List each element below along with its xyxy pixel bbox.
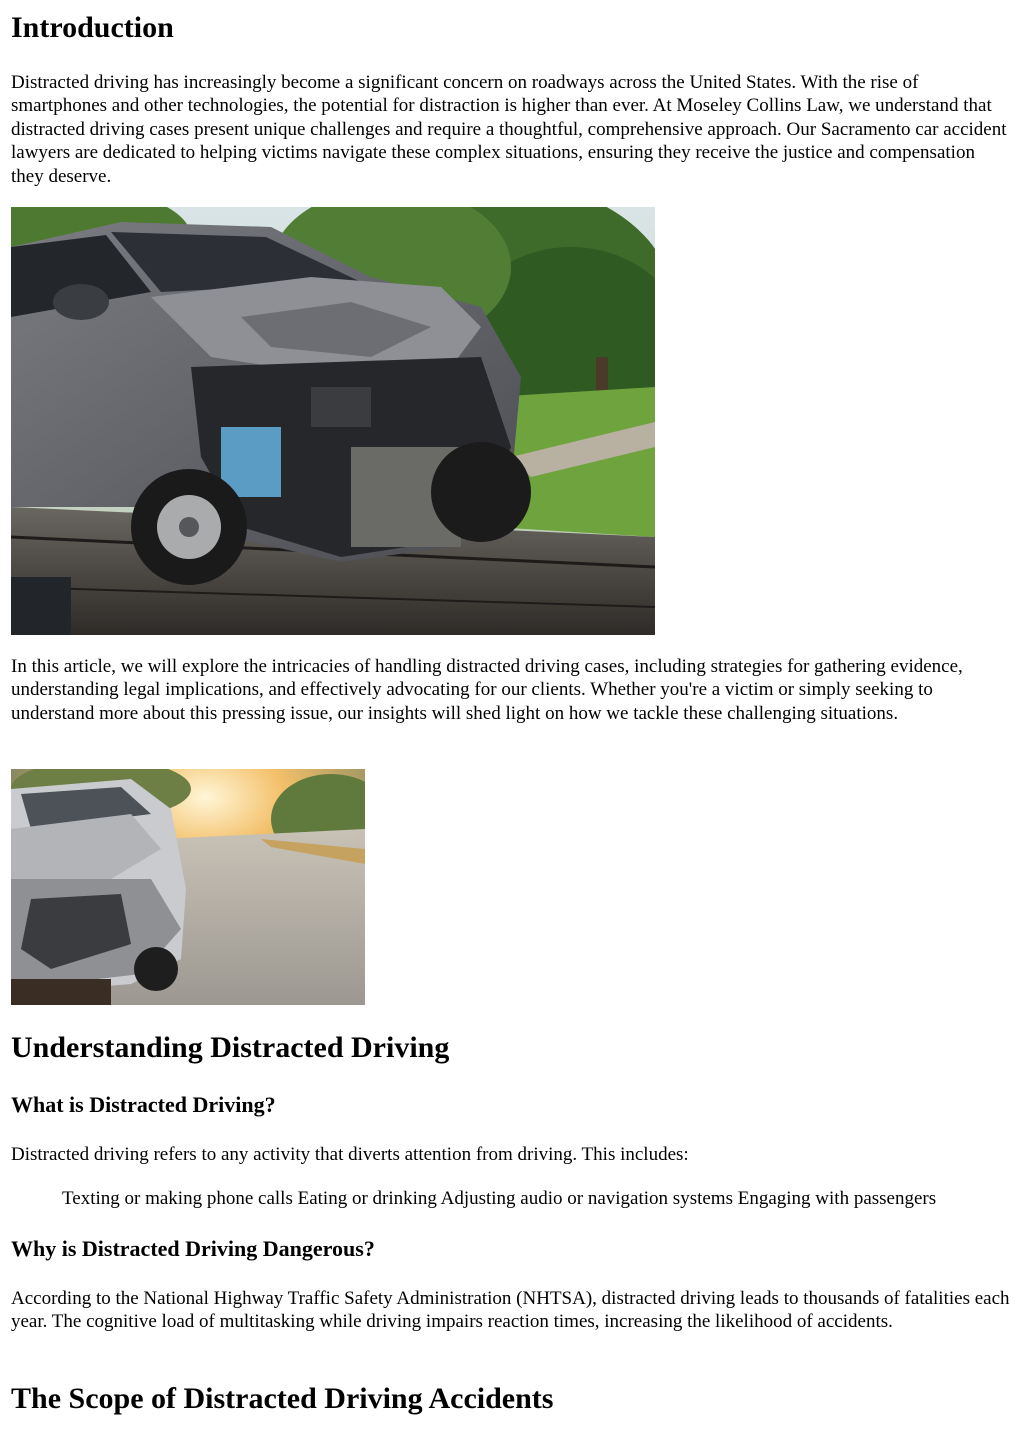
wrecked-car-tow-truck-image — [11, 207, 655, 635]
list-item: Eating or drinking — [297, 1188, 437, 1209]
list-item: Engaging with passengers — [737, 1188, 937, 1209]
scope-heading: The Scope of Distracted Driving Accidents — [11, 1382, 554, 1415]
why-heading: Why is Distracted Driving Dangerous? — [11, 1236, 375, 1261]
list-item: Texting or making phone calls — [62, 1188, 293, 1209]
understanding-heading: Understanding Distracted Driving — [11, 1031, 450, 1064]
article-paragraph: In this article, we will explore the intricacies of handling distracted driving cases, including strategies for gathering evidence, understanding legal implications, and effectively advocating for our clients. Whether you're a victim or simply seeking to understand more about this pressing issue, our insights will shed light on how we tackle these challenging situations. — [11, 656, 963, 724]
what-heading: What is Distracted Driving? — [11, 1092, 276, 1117]
intro-paragraph: Distracted driving has increasingly become a significant concern on roadways across the United States. With the rise of smartphones and other technologies, the potential for distraction is higher than ever. At Moseley Collins Law, we understand that distracted driving cases present unique challenges and require a thoughtful, comprehensive approach. Our Sacramento car accident lawyers are dedicated to helping victims navigate these complex situations, ensuring they receive the justice and compensation they deserve. — [11, 72, 1007, 187]
why-paragraph: According to the National Highway Traffic Safety Administration (NHTSA), distracted driving leads to thousands of fatalities each year. The cognitive load of multitasking while driving impairs reaction times, increasing the likelihood of accidents. — [11, 1288, 1010, 1333]
intro-heading: Introduction — [11, 11, 174, 44]
list-item: Adjusting audio or navigation systems — [440, 1188, 733, 1209]
what-paragraph: Distracted driving refers to any activity that diverts attention from driving. This includes: — [11, 1144, 689, 1165]
distraction-list — [62, 1187, 936, 1210]
crashed-silver-car-image — [11, 769, 365, 1005]
